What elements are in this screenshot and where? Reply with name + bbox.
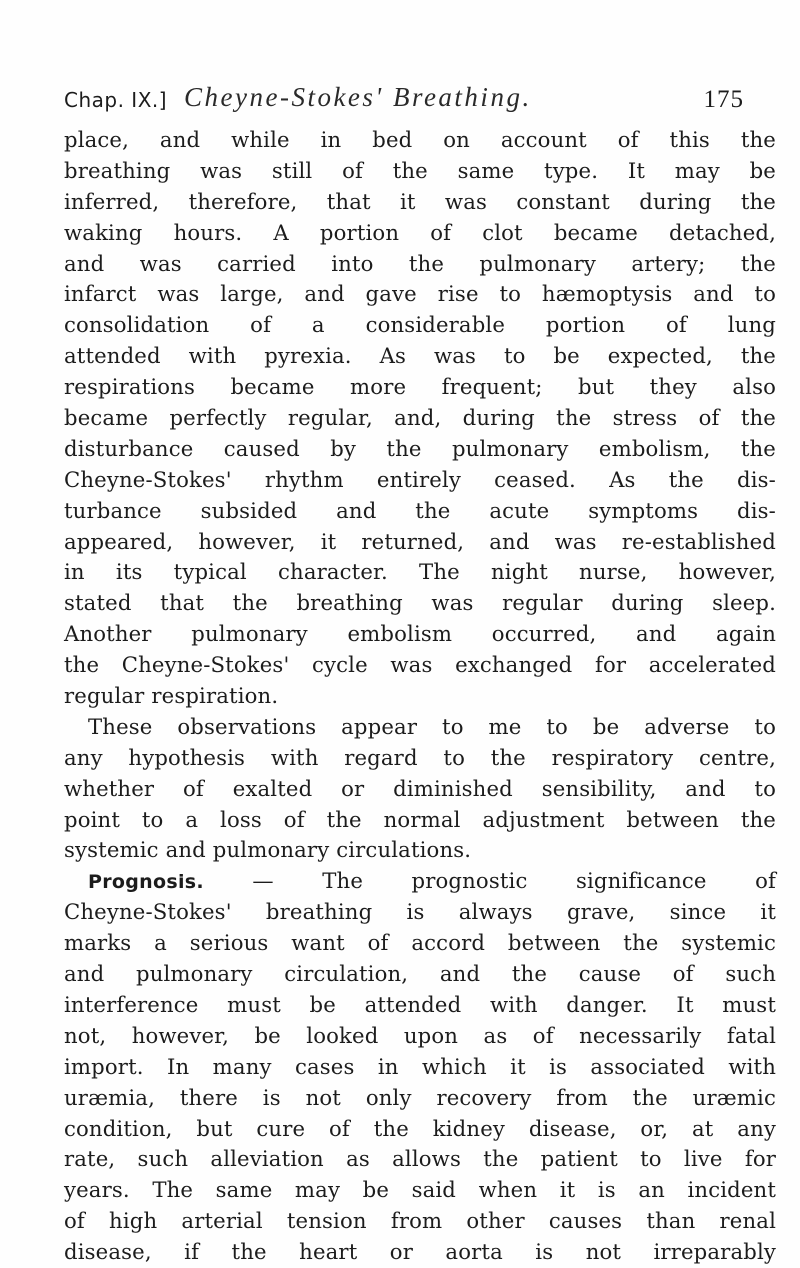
running-head	[64, 78, 744, 118]
text-line: and pulmonary circulation, and the cause of such	[64, 961, 776, 987]
text-line: interference must be attended with danger. It must	[64, 991, 776, 1017]
text-line: in its typical character. The night nurse, however,	[64, 559, 776, 585]
text-line: whether of exalted or diminished sensibility, and to	[64, 775, 776, 801]
page-number: 175	[703, 86, 744, 113]
text-line: systemic and pulmonary circulations.	[64, 837, 472, 863]
text-line: Cheyne-Stokes' rhythm entirely ceased. As the dis-	[64, 466, 776, 492]
text-line: waking hours. A portion of clot became detached,	[64, 219, 776, 245]
text-line: stated that the breathing was regular during sleep.	[64, 590, 776, 616]
text-line: turbance subsided and the acute symptoms dis-	[64, 497, 776, 523]
text-line-with-heading	[64, 866, 776, 897]
text-line: disturbance caused by the pulmonary embolism, the	[64, 435, 776, 461]
text-line: attended with pyrexia. As was to be expected, the	[64, 343, 776, 369]
text-line: inferred, therefore, that it was constant during the	[64, 188, 776, 214]
text-line: uræmia, there is not only recovery from the uræmic	[64, 1084, 776, 1110]
text-line: disease, if the heart or aorta is not irreparably	[64, 1239, 776, 1265]
text-line: Another pulmonary embolism occurred, and again	[64, 621, 776, 647]
text-line: infarct was large, and gave rise to hæmoptysis and to	[64, 281, 776, 307]
body-text	[64, 125, 776, 1268]
text-line: import. In many cases in which it is associated with	[64, 1053, 776, 1079]
text-line: rate, such alleviation as allows the patient to live for	[64, 1146, 776, 1172]
text-line: point to a loss of the normal adjustment between the	[64, 806, 776, 832]
prognosis-heading: Prognosis.	[88, 871, 204, 894]
text-line: not, however, be looked upon as of necessarily fatal	[64, 1022, 776, 1048]
text-line: years. The same may be said when it is an incident	[64, 1177, 776, 1203]
text-line: breathing was still of the same type. It may be	[64, 157, 776, 183]
text-line: condition, but cure of the kidney disease, or, at any	[64, 1115, 776, 1141]
text-line: These observations appear to me to be adverse to	[88, 713, 776, 739]
chapter-label: Chap. IX.]	[64, 88, 168, 112]
text-line: any hypothesis with regard to the respiratory centre,	[64, 744, 776, 770]
text-line: the Cheyne-Stokes' cycle was exchanged for accelerated	[64, 652, 776, 678]
text-line: regular respiration.	[64, 683, 279, 709]
text-line: place, and while in bed on account of this the	[64, 127, 776, 152]
text-line: marks a serious want of accord between the systemic	[64, 930, 776, 956]
text-line: became perfectly regular, and, during the stress of the	[64, 405, 776, 431]
running-title: Cheyne-Stokes' Breathing.	[184, 82, 532, 112]
text-line: of high arterial tension from other causes than renal	[64, 1208, 776, 1234]
text-line: Cheyne-Stokes' breathing is always grave, since it	[64, 899, 776, 925]
text-line: respirations became more frequent; but they also	[64, 374, 776, 400]
text-line: and was carried into the pulmonary artery; the	[64, 250, 776, 276]
text-line: appeared, however, it returned, and was re-established	[64, 528, 776, 554]
text-line: consolidation of a considerable portion of lung	[64, 312, 776, 338]
text-line: — The prognostic significance of	[252, 868, 776, 894]
